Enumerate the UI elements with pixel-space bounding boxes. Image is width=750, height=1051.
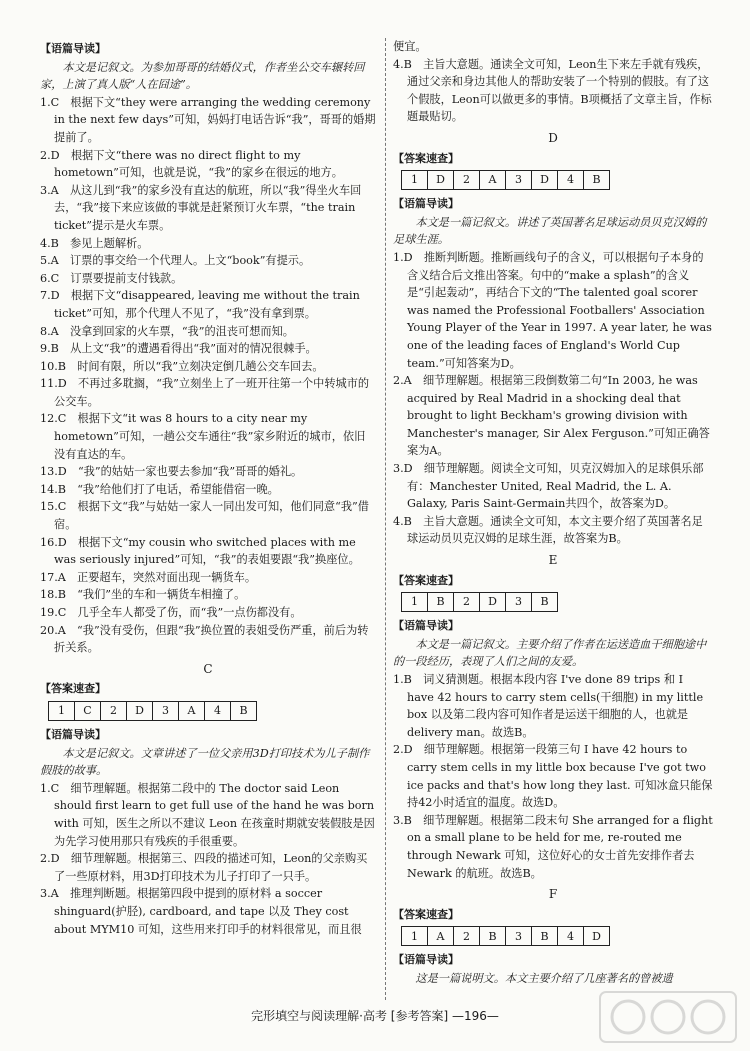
answer-explanation: 8.A 没拿到回家的火车票，“我”的沮丧可想而知。 [40,324,294,338]
answer-explanation: 4.B 主旨大意题。通读全文可知，本文主要介绍了英国著名足球运动员贝克汉姆的足球生涯，故答案为B。 [393,514,703,546]
answer-table [401,592,558,612]
answer-explanation: 17.A 正要超车，突然对面出现一辆货车。 [40,570,257,584]
section-heading: 【语篇导读】 [393,953,459,967]
passage-intro: 这是一篇说明文。本文主要介绍了几座著名的曾被遗 [415,971,673,985]
section-heading: 【语篇导读】 [393,197,459,211]
section-heading: 【答案速查】 [393,151,459,165]
answer-cell: D [480,593,506,612]
answer-explanation: 1.C 细节理解题。根据第二段中的 The doctor said Leon should first learn to get full use of the hand he was born with 可知，医生之所以不建议 Leon 在孩童时期就安装假肢是因为先学习使用那只有残疾的手很重要。 [40,781,375,848]
answer-explanation: 3.D 细节理解题。阅读全文可知，贝克汉姆加入的足球俱乐部有：Manchester United, Real Madrid, the L. A. Galaxy, Paris Saint-Germain共四个，故答案为D。 [393,462,704,511]
answer-cell: 1 [402,927,428,946]
paragraph: 便宜。 [393,40,427,53]
section-heading: 【答案速查】 [393,907,459,921]
answer-cell: 1 [402,171,428,190]
answer-explanation: 3.B 细节理解题。根据第二段末句 She arranged for a flight on a small plane to be held for me, re-routed me through Newark 可知，这位好心的女士首先安排作者去 Newark 的航班。故选B。 [393,813,713,880]
watermark-logo [598,988,738,1046]
section-heading: 【答案速查】 [393,573,459,587]
answer-explanation: 2.A 细节理解题。根据第三段倒数第二句“In 2003, he was acquired by Real Madrid in a shocking deal that brought to light Beckham's growing division with Manchester's manager, Sir Alex Ferguson.”可知正确答案为A。 [393,374,710,458]
answer-cell: B [480,927,506,946]
section-heading: 【语篇导读】 [393,619,459,633]
answer-explanation: 10.B 时间有限，所以“我”立刻决定倒几趟公交车回去。 [40,359,324,373]
answer-cell: 1 [49,701,75,720]
answer-cell: 3 [506,171,532,190]
answer-explanation: 13.D “我”的姑姑一家也要去参加“我”哥哥的婚礼。 [40,465,303,479]
answer-cell: 1 [402,593,428,612]
answer-cell: D [584,927,610,946]
answer-explanation: 19.C 几乎全车人都受了伤，而“我”一点伤都没有。 [40,606,302,619]
answer-cell: B [532,927,558,946]
passage-intro: 本文是一篇记叙文。主要介绍了作者在运送造血干细胞途中的一段经历，表现了人们之间的友爱。 [393,637,707,669]
answer-explanation: 1.C 根据下文“they were arranging the wedding ceremony in the next few days”可知，妈妈打电话告诉“我”，哥哥的婚期提前了。 [40,95,376,144]
answer-cell: 2 [101,701,127,720]
answer-cell: B [428,593,454,612]
answer-explanation: 2.D 细节理解题。根据第一段第三句 I have 42 hours to carry stem cells in my little box because I've got two ice packs and that's how long they last. 可知冰盒只能保持42小时适宜的温度。故选D。 [393,743,713,810]
answer-cell: 3 [153,701,179,720]
answer-cell: B [532,593,558,612]
left-column [40,38,376,938]
answer-explanation: 9.B 从上文“我”的遭遇看得出“我”面对的情况很棘手。 [40,342,317,356]
answer-explanation: 15.C 根据下文“我”与姑姑一家人一同出发可知，他们同意“我”借宿。 [40,500,369,532]
passage-intro: 本文是记叙文。为参加哥哥的结婚仪式，作者坐公交车辗转回家，上演了真人版“人在囧途”。 [40,60,365,92]
answer-cell: 4 [558,927,584,946]
answer-explanation: 2.D 细节理解题。根据第三、四段的描述可知，Leon的父亲购买了一些原材料，用3D打印技术为儿子打印了一只手。 [40,852,368,883]
answer-cell: D [532,171,558,190]
answer-explanation: 3.A 推理判断题。根据第四段中提到的原材料 a soccer shinguard(护胫), cardboard, and tape 以及 They cost about MYM10 可知，这些用来打印手的材料很常见，而且很 [40,887,362,936]
column-divider [385,38,386,1000]
answer-cell: 4 [558,171,584,190]
answer-cell: 2 [454,927,480,946]
answer-cell: 3 [506,593,532,612]
answer-explanation: 18.B “我们”坐的车和一辆货车相撞了。 [40,588,246,602]
answer-explanation: 1.B 词义猜测题。根据本段内容 I've done 89 trips 和 I have 42 hours to carry stem cells(干细胞) in my little box 以及第二段内容可知作者是运送干细胞的人，也就是 delivery man。故选B。 [393,673,704,739]
passage-intro: 本文是记叙文。文章讲述了一位父亲用3D打印技术为儿子制作假肢的故事。 [40,746,370,778]
answer-explanation: 5.A 订票的事交给一个代理人。上文“book”有提示。 [40,254,311,268]
passage-letter: C [203,661,213,676]
answer-cell: A [179,701,205,720]
passage-letter: D [548,130,558,145]
passage-letter: E [548,553,558,568]
answer-cell: B [584,171,610,190]
answer-explanation: 2.D 根据下文“there was no direct flight to my hometown”可知，也就是说，“我”的家乡在很远的地方。 [40,148,343,180]
answer-explanation: 3.A 从这儿到“我”的家乡没有直达的航班，所以“我”得坐火车回去，“我”接下来应该做的事就是赶紧预订火车票，“the train ticket”提示是火车票。 [40,183,362,232]
answer-explanation: 12.C 根据下文“it was 8 hours to a city near my hometown”可知，一趟公交车通往“我”家乡附近的城市，依旧没有直达的车。 [40,412,366,461]
answer-explanation: 14.B “我”给他们打了电话，希望能借宿一晚。 [40,482,279,496]
answer-cell: 2 [454,593,480,612]
page-footer: 完形填空与阅读理解·高考 [参考答案] —196— [251,1009,499,1023]
section-heading: 【语篇导读】 [40,42,106,55]
answer-explanation: 7.D 根据下文“disappeared, leaving me without the train ticket”可知，那个代理人不见了，“我”没有拿到票。 [40,289,360,320]
answer-explanation: 6.C 订票要提前支付钱款。 [40,271,183,285]
passage-intro: 本文是一篇记叙文。讲述了英国著名足球运动员贝克汉姆的足球生涯。 [393,215,707,247]
answer-explanation: 20.A “我”没有受伤，但跟“我”换位置的表姐受伤严重，前后为转折关系。 [40,623,369,655]
passage-letter: F [548,887,558,902]
answer-cell: 3 [506,927,532,946]
answer-explanation: 16.D 根据下文“my cousin who switched places with me was seriously injured”可知，“我”的表姐要跟“我”换座位。 [40,535,360,567]
right-column [393,38,713,988]
answer-cell: 2 [454,171,480,190]
section-heading: 【答案速查】 [40,682,106,696]
section-heading: 【语篇导读】 [40,727,106,741]
answer-cell: A [480,171,506,190]
answer-explanation: 4.B 参见上题解析。 [40,236,149,250]
answer-cell: A [428,927,454,946]
answer-explanation: 1.D 推断判断题。推断画线句子的含义，可以根据句子本身的含义结合后文推出答案。句中的“make a splash”的含义是“引起轰动”，再结合下文的“The talented goal scorer was named the Professional Footballers' Association Young Player of the Year in 1997. A year later, he was one of the leading faces of England's World Cup team.”可知答案为D。 [393,250,712,370]
answer-cell: 4 [205,701,231,720]
answer-cell: D [127,701,153,720]
answer-explanation: 4.B 主旨大意题。通读全文可知，Leon生下来左手就有残疾，通过父亲和身边其他人的帮助安装了一个特别的假肢。有了这个假肢，Leon可以做更多的事情。B项概括了文章主旨，作标题最贴切。 [393,57,712,124]
answer-cell: C [75,701,101,720]
answer-table [401,170,610,190]
answer-table [48,701,257,721]
answer-cell: B [231,701,257,720]
answer-cell: D [428,171,454,190]
answer-explanation: 11.D 不再过多耽搁，“我”立刻坐上了一班开往第一个中转城市的公交车。 [40,377,370,408]
answer-table [401,926,610,946]
